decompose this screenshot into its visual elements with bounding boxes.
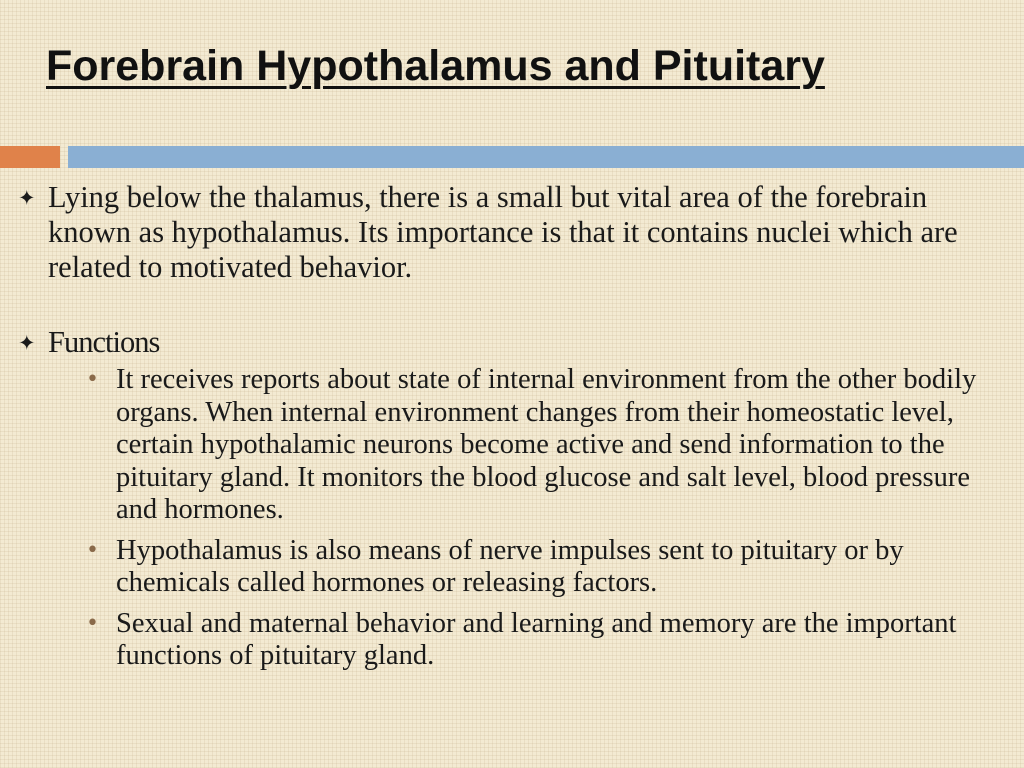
list-item	[84, 608, 1014, 673]
slide-content	[14, 180, 1014, 681]
four-point-star-icon: ✦	[18, 186, 36, 210]
list-item	[84, 364, 1014, 527]
accent-bar-orange	[0, 146, 60, 168]
accent-bar-blue	[68, 146, 1024, 168]
round-dot-icon: •	[86, 537, 99, 563]
list-item-text: Hypothalamus is also means of nerve impulses sent to pituitary or by chemicals called hormones or releasing factors.	[116, 534, 904, 598]
bullet-functions	[14, 325, 1014, 673]
bullet-hypothalamus-intro	[14, 180, 1014, 285]
list-item-text: It receives reports about state of internal environment from the other bodily organs. When internal environment changes from their homeostatic level, certain hypothalamic neurons become active and send information to the pituitary gland. It monitors the blood glucose and salt level, blood pressure and hormones.	[116, 364, 977, 525]
round-dot-icon: •	[86, 610, 99, 636]
four-point-star-icon: ✦	[18, 331, 36, 355]
round-dot-icon: •	[86, 367, 99, 392]
bullet-text: Lying below the thalamus, there is a small but vital area of the forebrain known as hypothalamus. Its importance is that it contains nuclei which are related to motivated behavior.	[48, 180, 958, 284]
list-item	[84, 535, 1014, 600]
functions-heading: Functions	[48, 325, 160, 359]
slide-title: Forebrain Hypothalamus and Pituitary	[46, 42, 825, 90]
list-item-text: Sexual and maternal behavior and learning and memory are the important functions of pituitary gland.	[116, 607, 957, 671]
functions-list	[48, 364, 1014, 673]
